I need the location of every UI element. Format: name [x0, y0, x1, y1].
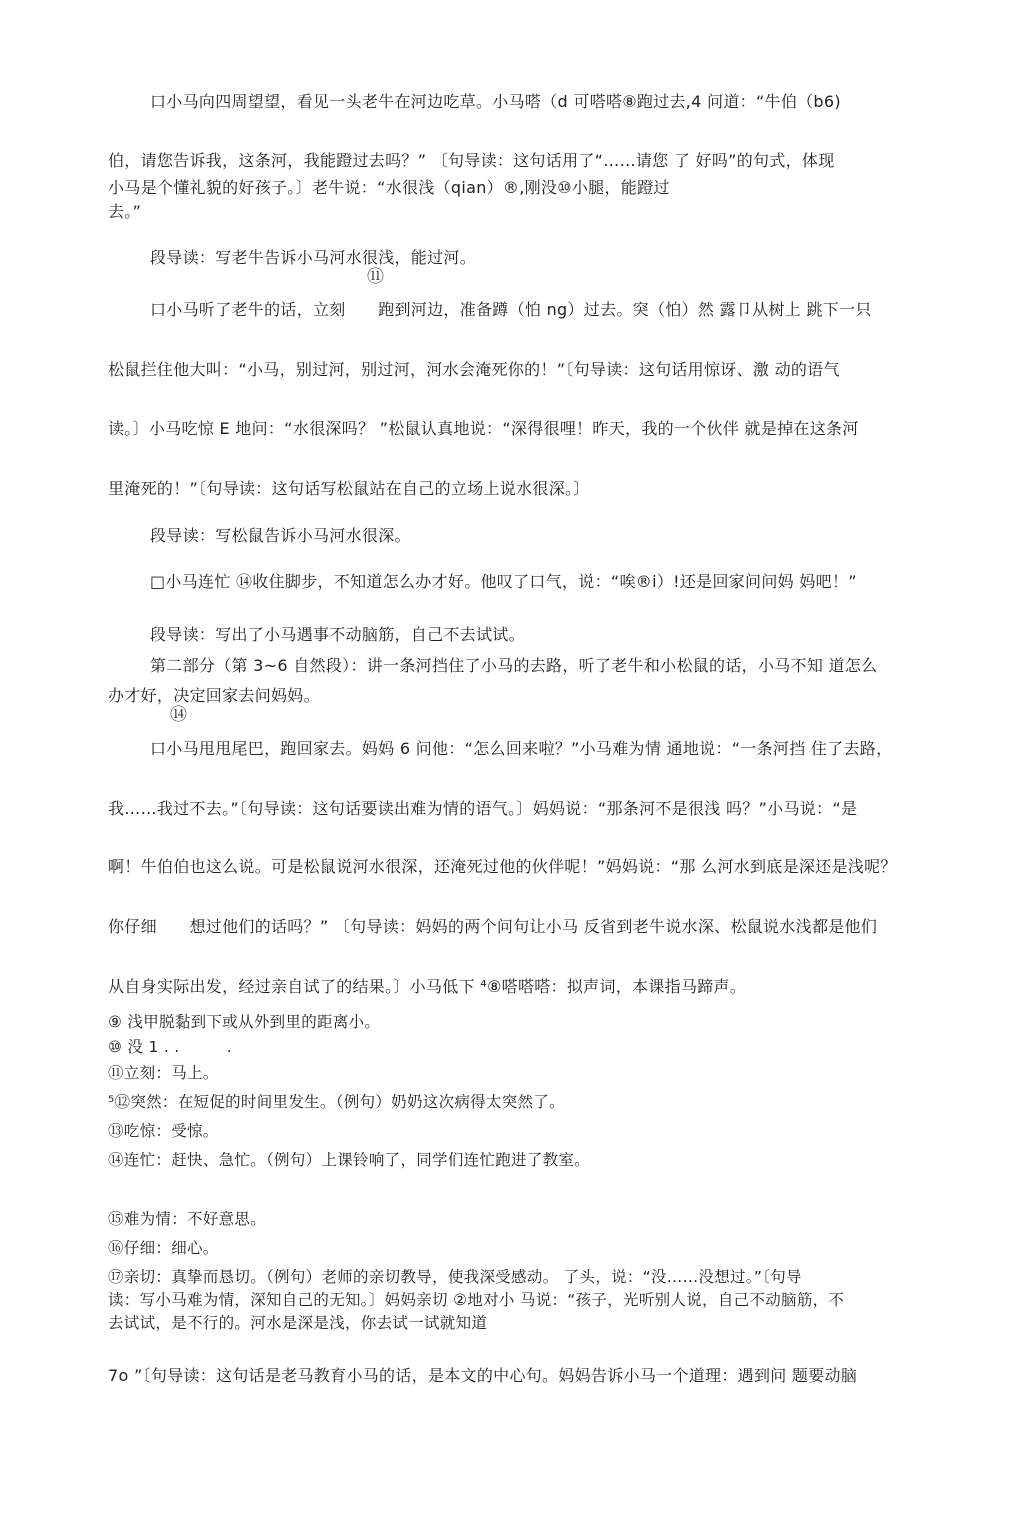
- para-2-line-4: 里淹死的！”〔句导读：这句话写松鼠站在自己的立场上说水很深。〕: [108, 479, 590, 498]
- note-13: ⑬吃惊：受惊。: [108, 1122, 219, 1140]
- note-14: ⑭连忙：赶快、急忙。（例句）上课铃响了，同学们连忙跑进了教室。: [108, 1151, 591, 1169]
- footnote-marker-11: ⑪: [367, 267, 384, 287]
- para-4-line-4: 你仔细 想过他们的话吗？” 〔句导读：妈妈的两个问句让小马 反省到老牛说水深、松鼠说水浅都是他们: [108, 917, 878, 936]
- para-4-line-1: 口小马甩甩尾巴，跑回家去。妈妈 6 问他：“怎么回来啦？”小马难为情 通地说：“一条河挡 住了去路，: [150, 739, 893, 758]
- para-4-line-2: 我……我过不去。”〔句导读：这句话要读出难为情的语气。〕妈妈说：“那条河不是很浅 吗？”小马说：“是: [108, 799, 858, 818]
- note-17-line-3: 去试试，是不行的。河水是深是浅，你去试一试就知道: [108, 1314, 488, 1332]
- note-11: ⑪立刻：马上。: [108, 1064, 219, 1082]
- para-4-line-3: 啊！牛伯伯也这么说。可是松鼠说河水很深，还淹死过他的伙伴呢！”妈妈说：“那 么河水到底是深还是浅呢？: [108, 857, 897, 876]
- para-1-line-2: 伯，请您告诉我，这条河，我能蹬过去吗？” 〔句导读：这句话用了“……请您 了 好吗”的句式，体现: [108, 151, 835, 170]
- guide-1: 段导读：写老牛告诉小马河水很浅，能过河。: [150, 248, 477, 267]
- note-10: ⑩ 没 1 . . .: [108, 1038, 233, 1056]
- para-1-line-4: 去。”: [108, 202, 142, 221]
- para-4-line-5: 从自身实际出发，经过亲自试了的结果。〕小马低下 ⁴⑧嗒嗒嗒：拟声词，本课指马蹄声。: [108, 977, 747, 996]
- note-9: ⑨ 浅甲脱黏到下或从外到里的距离小。: [108, 1013, 381, 1031]
- guide-2: 段导读：写松鼠告诉小马河水很深。: [150, 526, 411, 545]
- guide-3: 段导读：写出了小马遇事不动脑筋，自己不去试试。: [150, 625, 525, 644]
- note-17-line-1: ⑰亲切：真挚而恳切。（例句）老师的亲切教导，使我深受感动。 了头，说：“没……没想过。”〔句导: [108, 1268, 802, 1286]
- para-2-line-3: 读。〕小马吃惊 E 地问：“水很深吗？ ”松鼠认真地说：“深得很哩！昨天，我的一个伙伴 就是掉在这条河: [108, 419, 859, 438]
- para-1-line-1: 口小马向四周望望，看见一头老牛在河边吃草。小马嗒（d 可嗒嗒⑧跑过去,4 问道：“牛伯（b6): [150, 92, 841, 111]
- note-12: ⁵⑫突然：在短促的时间里发生。（例句）奶奶这次病得太突然了。: [108, 1093, 565, 1111]
- note-17-line-2: 读：写小马难为情，深知自己的无知。〕妈妈亲切 ②地对小 马说：“孩子，光听别人说，自己不动脑筋，不: [108, 1291, 845, 1309]
- note-15: ⑮难为情：不好意思。: [108, 1210, 267, 1228]
- para-2-line-1: 口小马听了老牛的话，立刻 跑到河边，准备蹲（怕 ng）过去。突（怕）然 露卩从树上 跳下一只: [150, 300, 872, 319]
- part-2-line-2: 办才好，决定回家去问妈妈。: [108, 686, 320, 705]
- para-1-line-3: 小马是个懂礼貌的好孩子。〕老牛说：“水很浅（qian）®,刚没⑩小腿，能蹬过: [108, 178, 670, 197]
- note-16: ⑯仔细：细心。: [108, 1239, 219, 1257]
- last-line: 7o ”〔句导读：这句话是老马教育小马的话，是本文的中心句。妈妈告诉小马一个道理：遇到问 题要动脑: [108, 1366, 858, 1385]
- footnote-marker-14: ⑭: [170, 705, 187, 725]
- part-2-line-1: 第二部分（第 3~6 自然段）：讲一条河挡住了小马的去路，听了老牛和小松鼠的话，小马不知 道怎么: [150, 656, 878, 675]
- para-2-line-2: 松鼠拦住他大叫：“小马，别过河，别过河，河水会淹死你的！”〔句导读：这句话用惊讶、激 动的语气: [108, 360, 840, 379]
- para-3-line-1: □小马连忙 ⑭收住脚步，不知道怎么办才好。他叹了口气，说：“唉®i）!还是回家问问妈 妈吧！”: [150, 572, 857, 591]
